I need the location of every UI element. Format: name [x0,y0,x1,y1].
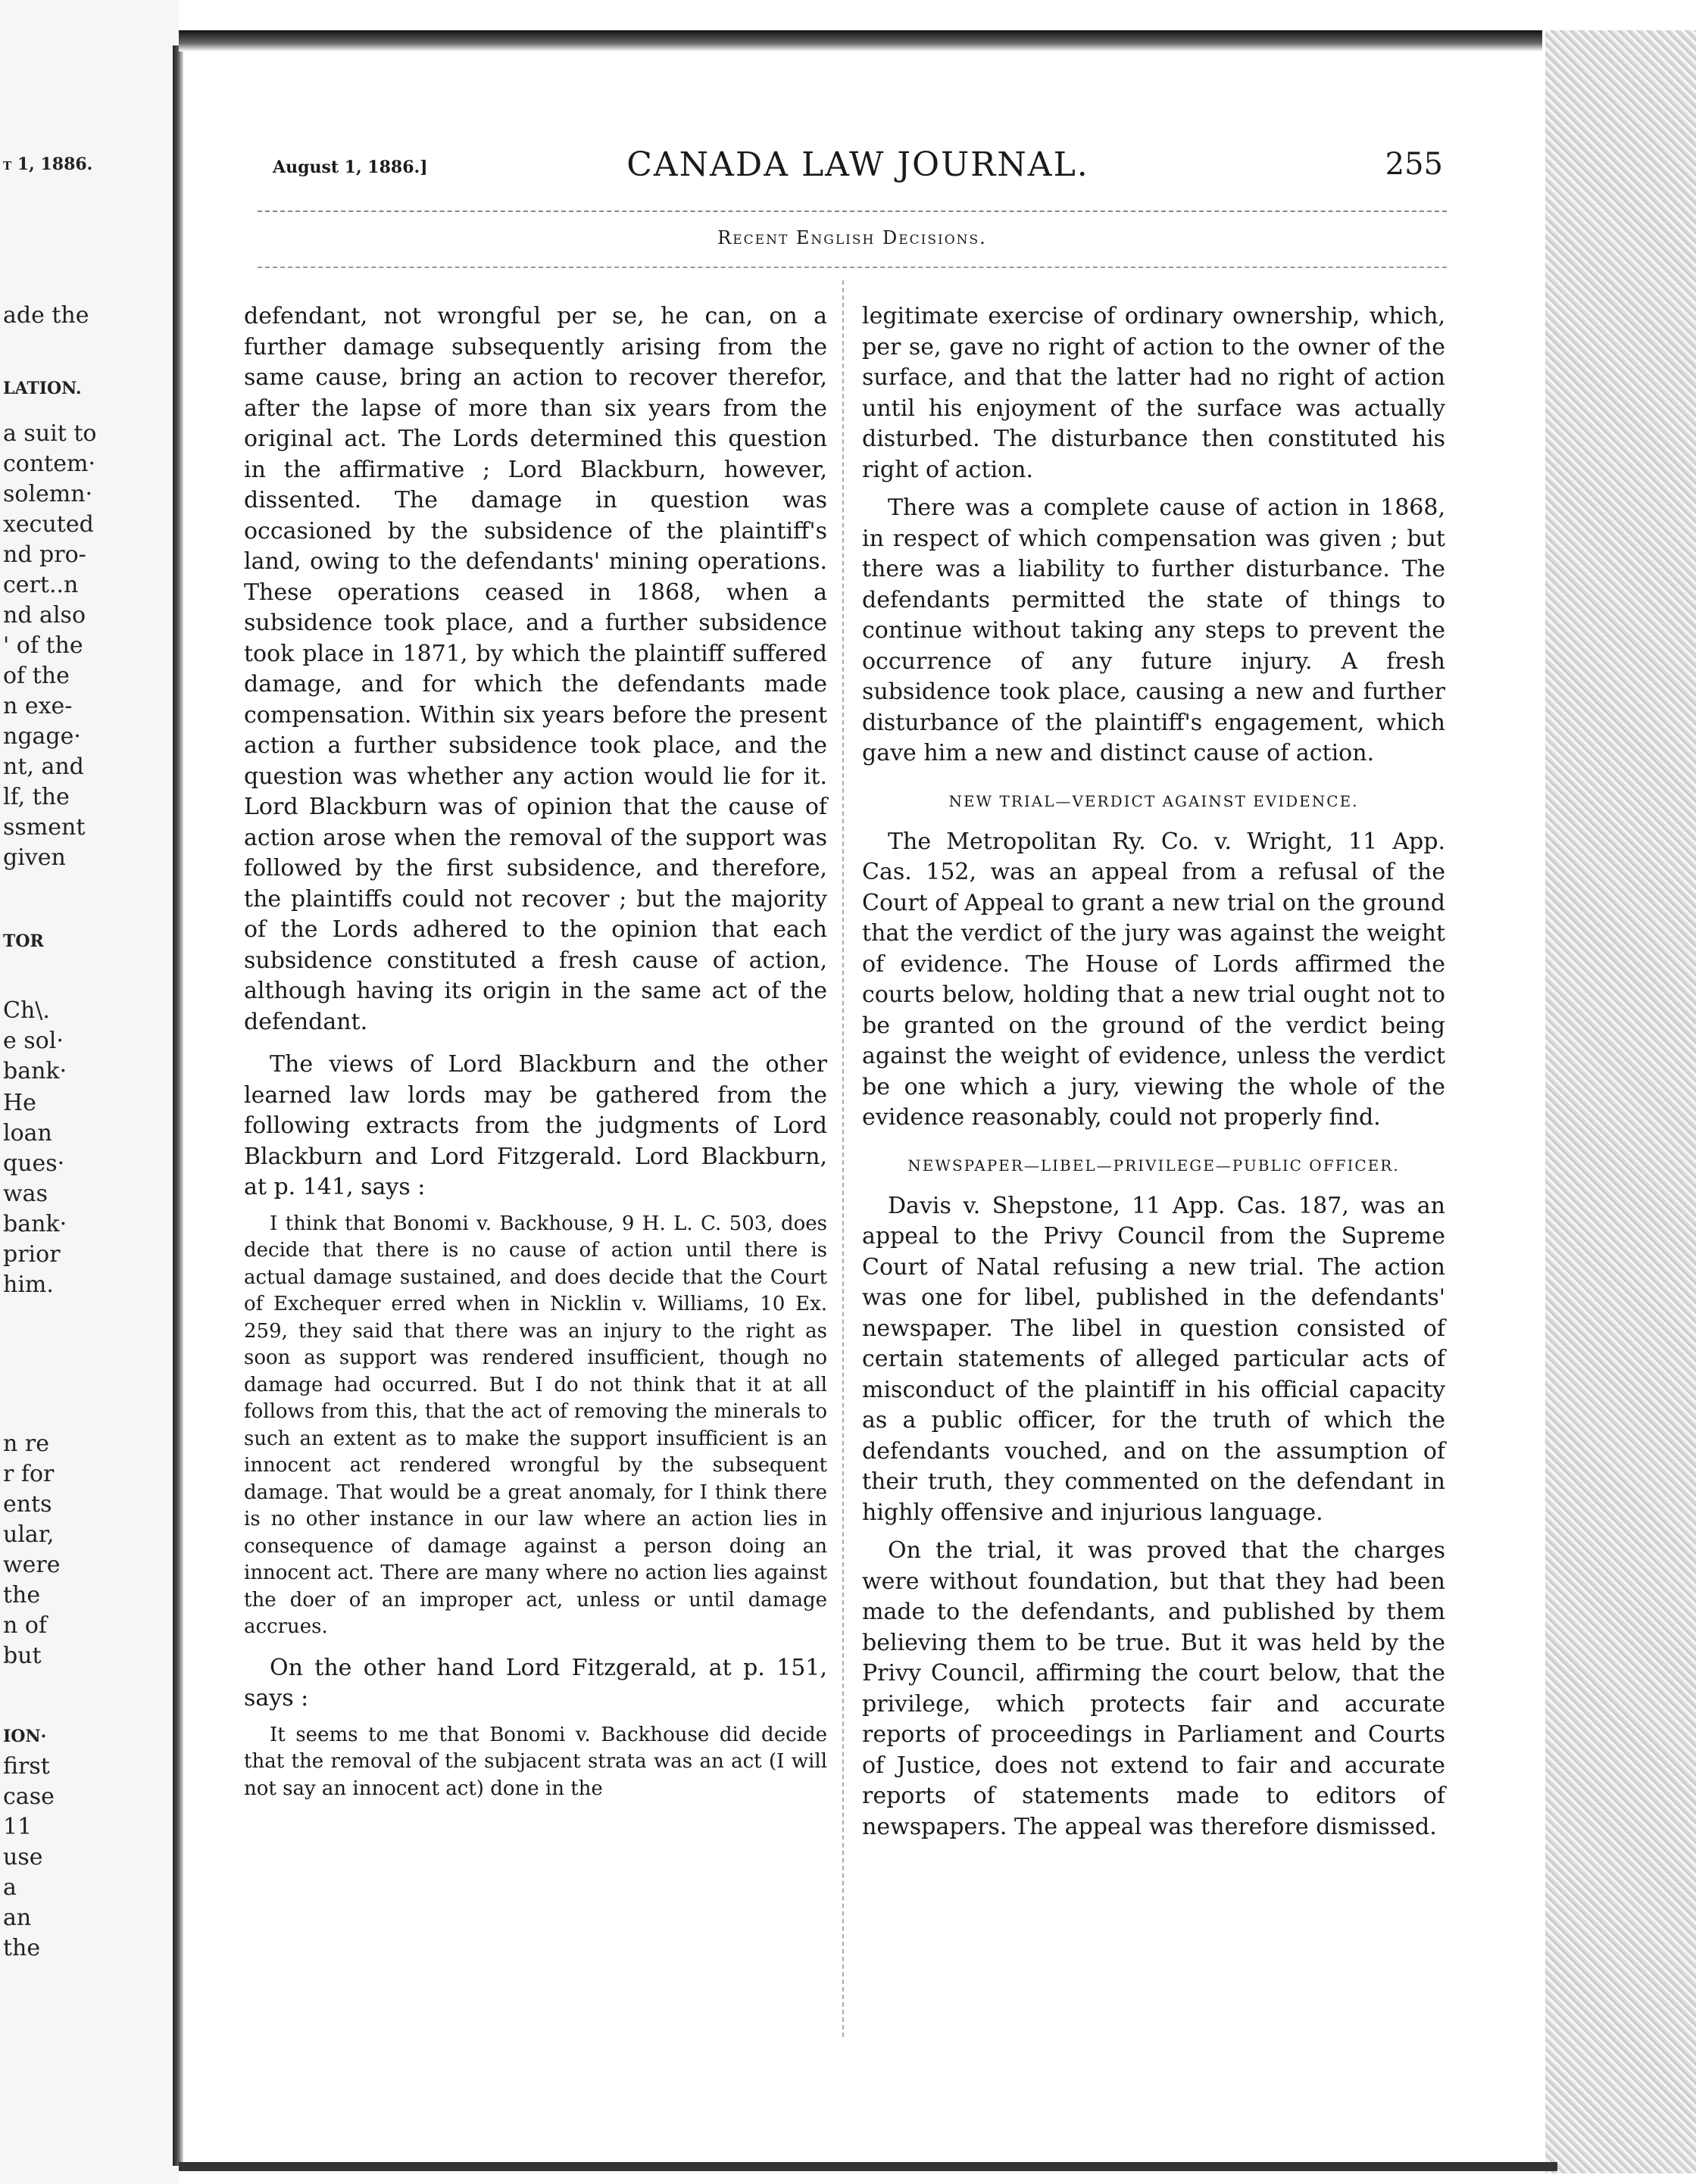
previous-page-line: 11 [3,1814,33,1840]
column-divider [842,280,844,2037]
previous-page-line: r for [3,1461,55,1487]
paragraph: defendant, not wrongful per se, he can, on a further damage subsequently arising from the same cause, bring an action to recover therefor, after the lapse of more than six years from the original act. The Lords determined this question in the affirmative ; Lord Blackburn, however, dissented. The damage in question was occasioned by the subsidence of the plaintiff's land, owing to the defendants' mining operations. These operations ceased in 1868, when a subsidence took place, and a further subsidence took place in 1871, by which the plaintiff suffered damage, and for which the defendants made compensation. Within six years before the present action a further subsidence took place, and the question was whether any action would lie for it. Lord Blackburn was of opinion that the cause of action arose when the removal of the support was followed by the first subsidence, and therefore, the plaintiffs could not recover ; but the majority of the Lords adhered to the opinion that each subsidence constituted a fresh cause of action, although having its origin in the same act of the defendant. [244,303,827,1035]
case-heading: NEW TRIAL—VERDICT AGAINST EVIDENCE. [948,791,1359,810]
page-edge-right [1545,30,1696,2173]
previous-page-line: nd pro- [3,541,86,568]
header-rule [258,211,1447,212]
previous-page-line: n of [3,1612,48,1639]
book-gutter [173,45,183,2166]
paragraph: The Metropolitan Ry. Co. v. Wright, 11 App. Cas. 152, was an appeal from a refusal of the Court of Appeal to grant a new trial on the ground that the verdict of the jury was against the weight of evidence. The House of Lords affirmed the courts below, holding that a new trial ought not to be granted on the ground of the verdict being against the weight of evidence, unless the verdict be one which a jury, viewing the whole of the evidence reasonably, could not properly find. [862,828,1445,1131]
previous-page-line: n exe- [3,693,73,719]
previous-page-line: ular, [3,1521,55,1548]
previous-page-line: nt, and [3,753,84,780]
previous-page-line: of the [3,663,70,689]
previous-page-line: contem· [3,451,95,477]
previous-page-line: LATION. [3,379,82,398]
case-heading: NEWSPAPER—LIBEL—PRIVILEGE—PUBLIC OFFICER. [907,1156,1400,1175]
previous-page-line: t 1, 1886. [3,154,93,174]
previous-page-line: He [3,1090,36,1116]
previous-page-line: Ch\. [3,997,50,1024]
running-header [273,145,1443,194]
previous-page-line: cert..n [3,572,79,598]
previous-page-line: was [3,1181,48,1207]
paragraph: Davis v. Shepstone, 11 App. Cas. 187, was an appeal to the Privy Council from the Supreme Court of Natal refusing a new trial. The action was one for libel, published in the defendants' newspaper. The libel in question consisted of certain statements of alleged particular acts of misconduct of the plaintiff in his official capacity as a public officer, for the truth of which the defendants vouched, and on the assumption of their truth, they commented on the defendant in highly offensive and injurious language. [862,1192,1445,1526]
previous-page-line: given [3,844,66,871]
previous-page-line: the [3,1935,41,1961]
previous-page-line: loan [3,1120,52,1147]
previous-page-line: e sol· [3,1028,64,1054]
previous-page-line: but [3,1643,42,1669]
previous-page-line: bank· [3,1058,67,1084]
paragraph: legitimate exercise of ordinary ownership, which, per se, gave no right of action to the owner of the surface, and that the latter had no right of action until his enjoyment of the surface was actually disturbed. The disturbance then constituted his right of action. [862,303,1445,483]
previous-page-line: an [3,1905,32,1931]
section-rule [258,267,1447,268]
left-column [244,301,827,1802]
previous-page-line: n re [3,1431,49,1457]
previous-page-line: use [3,1844,43,1870]
previous-page-line: first [3,1753,50,1780]
previous-page-line: ade the [3,302,89,329]
page-number: 255 [1385,147,1443,182]
previous-page-line: a [3,1874,17,1901]
previous-page-line: case [3,1783,55,1810]
previous-page-line: xecuted [3,511,94,538]
previous-page-line: ION· [3,1727,47,1746]
previous-page-line: TOR [3,931,44,951]
paragraph: On the trial, it was proved that the charges were without foundation, but that they had been made to the defendants, and published by them believing them to be true. But it was held by the Privy Council, affirming the court below, that the privilege, which protects fair and accurate reports of proceedings in Parliament and Courts of Justice, does not extend to fair and accurate reports of statements made to editors of newspapers. The appeal was therefore dismissed. [862,1537,1445,1840]
quotation: It seems to me that Bonomi v. Backhouse did decide that the removal of the subjacent strata was an act (I will not say an innocent act) done in the [244,1723,827,1800]
previous-page-line: ' of the [3,632,83,659]
previous-page-line: the [3,1582,41,1608]
previous-page-line: nd also [3,602,86,629]
previous-page-line: ques· [3,1150,65,1177]
scan-bottom-edge [179,2162,1557,2171]
previous-page-line: solemn· [3,481,93,507]
section-title: Recent English Decisions. [717,227,987,248]
previous-page-line: a suit to [3,420,97,447]
scan-top-edge [179,30,1542,51]
quotation: I think that Bonomi v. Backhouse, 9 H. L. C. 503, does decide that there is no cause of action until there is actual damage sustained, and does decide that the Court of Exchequer erred when in Nicklin v. Williams, 10 Ex. 259, they said that there was an injury to the right as soon as support was rendered insufficient, though no damage had occurred. But I do not think that it at all follows from this, that the act of removing the minerals to such an extent as to make the support insufficient is an innocent act rendered wrongful by the subsequent damage. That would be a great anomaly, for I think there is no other instance in our law where an action lies in consequence of damage against a person doing an innocent act. There are many where no action lies against the doer of an improper act, unless or until damage accrues. [244,1212,827,1638]
issue-date: August 1, 1886.] [273,158,428,177]
previous-page-line: ssment [3,814,86,841]
previous-page-fragment [0,0,173,2184]
journal-title: CANADA LAW JOURNAL. [626,145,1089,184]
paragraph: On the other hand Lord Fitzgerald, at p. 151, says : [244,1654,827,1711]
paragraph: The views of Lord Blackburn and the other learned law lords may be gathered from the following extracts from the judgments of Lord Blackburn and Lord Fitzgerald. Lord Blackburn, at p. 141, says : [244,1051,827,1200]
previous-page-line: ents [3,1491,52,1518]
previous-page-line: were [3,1552,61,1578]
right-column [862,301,1445,1842]
paragraph: There was a complete cause of action in 1868, in respect of which compensation was given ; but there was a liability to further disturbance. The defendants permitted the state of things to continue without taking any steps to prevent the occurrence of any future injury. A fresh subsidence took place, causing a new and further disturbance of the plaintiff's engagement, which gave him a new and distinct cause of action. [862,495,1445,766]
previous-page-line: him. [3,1271,54,1298]
previous-page-line: lf, the [3,784,70,810]
previous-page-line: ngage· [3,723,81,750]
previous-page-line: bank· [3,1211,67,1237]
previous-page-line: prior [3,1241,61,1268]
